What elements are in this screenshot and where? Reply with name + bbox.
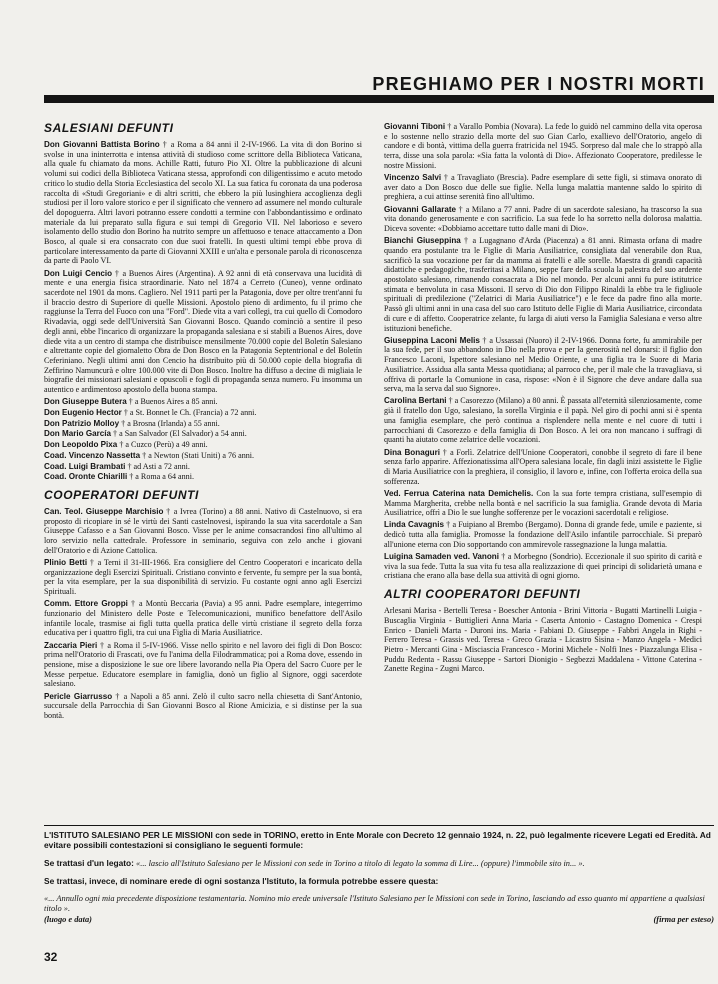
obituary-name: Vincenzo Salvi xyxy=(384,173,442,183)
obituary-entry xyxy=(384,122,702,171)
obituary-name: Ved. Ferrua Caterina nata Demichelis. xyxy=(384,488,534,498)
obituary-name: Plinio Betti xyxy=(44,557,88,567)
obituary-text: † a Milano a 77 anni. Padre di un sacerdote salesiano, ha trascorso la sua vita donando generosamente e con sacrificio. La sua fede lo ha sorretto nella dolorosa malattia. Diceva sovente: «Dobbiamo accettare tutto dalle mani di Dio». xyxy=(384,204,702,234)
obituary-name: Don Giovanni Battista Borino xyxy=(44,140,160,149)
obituary-name: Don Giuseppe Butera xyxy=(44,397,127,407)
obituary-text: † a Newton (Stati Uniti) a 76 anni. xyxy=(142,450,255,460)
obituary-text: † a Brosna (Irlanda) a 55 anni. xyxy=(121,418,220,428)
obituary-text: † a Montù Beccaria (Pavia) a 95 anni. Padre esemplare, integerrimo funzionario del Ministero delle Poste e Telecomunicazioni, munifico benefattore dell'Asilo infantile locale, trasmise ai figli tutta quella pratica delle virtù cristiane il segreto della forza educativa per i quattro figli, tra cui una Figlia di Maria Ausiliatrice. xyxy=(44,599,362,638)
obituary-name: Giuseppina Laconi Melis xyxy=(384,335,480,345)
obituary-text: † a Cuzco (Perù) a 49 anni. xyxy=(119,440,208,450)
altri-list: Arlesani Marisa - Bertelli Teresa - Boescher Antonia - Brini Vittoria - Bugatti Martinelli Luigia - Buscaglia Virginia - Buttiglieri Anna Maria - Caserta Antonio - Castagno Domenica - Crespi Enrico - Danieli Marta - Duroni ins. Maria - Fabiani D. Giuseppe - Fabbri Angela in Righi - Ferrero Teresa - Grassis ved. Teresa - Greco Grazia - Licastro Sisina - Manzo Angela - Medici Pietro - Mercanti Gina - Misciascia Francesco - Morini Michele - Nolfi Ines - Piazzalunga Elisa - Puddu Redenta - Rassu Giuseppe - Sartori Dionigio - Segbezzi Maddalena - Vittone Caterina - Zanette Regina - Zugni Marco. xyxy=(384,606,702,674)
obituary-name: Giovanni Tiboni xyxy=(384,122,446,131)
obituary-text: † a Fuipiano al Brembo (Bergamo). Donna di grande fede, umile e paziente, si dedicò tutta alla famiglia. Promosse la fondazione dell'Asilo infantile parrocchiale. Si preparò all'unione eterna con Dio sopportando con ammirevole rassegnazione la lunga malattia. xyxy=(384,520,702,549)
obituary-name: Bianchi Giuseppina xyxy=(384,236,461,246)
obituary-entry xyxy=(44,408,362,418)
signature-label: (firma per esteso) xyxy=(653,915,714,925)
obituary-entry xyxy=(384,336,702,394)
obituary-name: Zaccaria Pieri xyxy=(44,640,98,650)
salesiani-list xyxy=(44,140,362,482)
obituary-name: Don Eugenio Hector xyxy=(44,407,122,417)
altri-title: ALTRI COOPERATORI DEFUNTI xyxy=(384,587,581,602)
obituary-name: Don Patrizio Molloy xyxy=(44,418,120,428)
page-number: 32 xyxy=(44,950,58,964)
obituary-entry xyxy=(44,440,362,450)
obituary-name: Don Luigi Cencio xyxy=(44,268,113,278)
obituary-text: † a Ivrea (Torino) a 88 anni. Nativo di Castelnuovo, si era proposto di ricopiare in sé le virtù dei Santi castelnovesi, ispirando la sua vita sacerdotale a San Giuseppe Cafasso e a San Giovanni Bosco. Visse per le anime consacrandosi fino all'ultimo al loro servizio nella cattedrale. Professore in seminario, seguiva con zelo anche i giovani dell'Oratorio e di Azione Cattolica. xyxy=(44,506,362,555)
obituary-entry xyxy=(384,236,702,333)
signature-line xyxy=(44,915,714,925)
obituary-name: Linda Cavagnis xyxy=(384,520,444,530)
notice-erede-intro: Se trattasi, invece, di nominare erede di ogni sostanza l'Istituto, la formula potrebbe essere questa: xyxy=(44,876,439,887)
obituary-text: † a Buenos Aires a 85 anni. xyxy=(128,397,218,407)
obituary-name: Don Mario García xyxy=(44,429,112,439)
obituary-text: † a Morbegno (Sondrio). Eccezionale il suo spirito di carità e viva la sua fede. Tutta la sua vita fu tesa alla realizzazione di quei principi di solidarietà umana e cristiana che erano alla base della sua attività di ogni giorno. xyxy=(384,552,702,581)
cooperatori-title: COOPERATORI DEFUNTI xyxy=(44,487,199,502)
notice-erede-formula: «... Annullo ogni mia precedente disposizione testamentaria. Nomino mio erede universale l'Istituto Salesiano per le Missioni con sede in Torino, lasciando ad esso quanto mi appartiene a qualsiasi titolo ». xyxy=(44,893,705,914)
obituary-text: † a San Salvador (El Salvador) a 54 anni. xyxy=(113,429,247,439)
obituary-entry xyxy=(44,558,362,597)
obituary-text: † a Ussassai (Nuoro) il 2-IV-1966. Donna forte, fu ammirabile per la sua fede, per il suo abbandono in Dio nella prova e per la generosità nel donarsi: il figlio don Francesco Laconi, Ispettore salesiano nel Medio Oriente, e una figlia tra le Suore di Maria Ausiliatrice. Assidua alla santa Messa quotidiana; al parroco che, per il male che la travagliava, si offriva di portarle la Comunione in casa, rispose: «Non è il Signore che deve andare dalla sua serva, ma la serva dal suo Signore». xyxy=(384,335,702,394)
obituary-entry xyxy=(44,472,362,482)
obituary-text: † a Forlì. Zelatrice dell'Unione Cooperatori, conobbe il segreto di fare il bene senza farlo apparire. Affezionatissima all'Opera salesiana locale, fin dagli inizi assistette le Figlie di Maria Ausiliatrice con la preghiera, il consiglio, il lavoro e, infine, con l'offerta eroica della sua sofferenza. xyxy=(384,447,702,486)
obituary-entry xyxy=(44,507,362,556)
right-column xyxy=(384,122,702,677)
obituary-text: † a Buenos Aires (Argentina). A 92 anni di età conservava una lucidità di mente e una energia fisica straordinarie. Nato nel 1874 a Cerreto (Cuneo), venne ordinato sacerdote nel 1901 da mons. Cagliero. Nel 1911 partì per la Patagonia, dove per oltre trent'anni fu il braccio destro di Superiore di quelle Missioni. Apostolo pieno di ardimento, fu il primo che raggiunse la Terra del Fuoco con una "Ford". Diede vita a vari collegi, tra cui quello di Comodoro Rivadavia, oggi sede dell'Università San Giovanni Bosco. Quando cominciò a sentire il peso degli anni, ebbe l'incarico di organizzare la propaganda salesiana e si stabilì a Buenos Aires, dove diede vita a un centro di stampa che distribuisce mensilmente 70.000 copie del Boletín Salesiano e altrettante copie del giornaletto Obra de Don Bosco en la Patagonia Septentrional e del Boletín Ceferiniano. Negli ultimi anni don Cencio ha distribuito più di 50.000 copie della biografia di Zeffirino Namuncurà e oltre 100.000 vite di Don Bosco. Inoltre ha diffuso a decine di migliaia le biografie dei missionari salesiani e opuscoli e fogli di propaganda senza numero. Fu insomma un autentico e ardimentoso apostolo della buona stampa. xyxy=(44,268,362,395)
obituary-text: † a Lugagnano d'Arda (Piacenza) a 81 anni. Rimasta orfana di madre quando era postulante tra le Figlie di Maria Ausiliatrice, consigliata dal venerabile don Rua, sacrificò la sua vocazione per far da mamma ai fratelli e alle sorelle. Maestra di grandi capacità didattiche e pedagogiche, trasferitasi a Milano, seppe fare della scuola la palestra del suo ardente apostolato salesiano, rimanendo consacrata a Dio nel mondo. Per alcuni anni fu pure istitutrice stimata e benvoluta in casa Missoni. Il servo di Dio don Filippo Rinaldi la ebbe tra le figliuole spirituali di predilezione ("Zelatrici di Maria Ausiliatrice") e le fece da padre fino alla morte. Passò gli ultimi anni in una casa del suo caro Istituto delle Figlie di Maria Ausiliatrice, circondata di cure e di affetto. Cooperatrice zelante, fu larga di aiuti verso la Famiglia Salesiana e verso altre istituzioni benefiche. xyxy=(384,236,702,333)
obituary-text: † a Casorezzo (Milano) a 80 anni. È passata all'eternità silenziosamente, come già il fratello don Ugo, salesiano, la sorella Virginia e il papà. Nel giro di pochi anni si è spenta una famiglia esemplare, che però continua a risplendere nella mente e nel cuore di tutti i parrocchiani di Casorezzo e della famiglia di Don Bosco. A lei ora non mancano i suffragi di quanti ha aiutato come zelatrice delle vocazioni. xyxy=(384,396,702,445)
obituary-name: Comm. Ettore Groppi xyxy=(44,599,128,609)
obituary-name: Coad. Vincenzo Nassetta xyxy=(44,450,141,460)
obituary-entry xyxy=(44,641,362,690)
obituary-entry xyxy=(44,397,362,407)
obituary-entry xyxy=(44,419,362,429)
obituary-entry xyxy=(384,448,702,487)
obituary-entry xyxy=(44,451,362,461)
obituary-text: † a Napoli a 85 anni. Zelò il culto sacro nella chiesetta di Sant'Antonio, succursale della Parrocchia di San Giovanni Bosco al Rione Amicizia, e si distinse per la sua bontà. xyxy=(44,691,362,720)
legacy-notice xyxy=(44,830,714,926)
obituary-text: † a Terni il 31-III-1966. Era consigliere del Centro Cooperatori e incaricato della organizzazione degli Esercizi Spirituali. Cristiano convinto e fervente, fu sempre per la sua bontà, per la vita esemplare, per la sua disponibilità di servizio. Fu costante ogni anno agli Esercizi Spirituali. xyxy=(44,557,362,597)
obituary-entry xyxy=(44,462,362,472)
salesiani-title: SALESIANI DEFUNTI xyxy=(44,121,174,135)
obituary-name: Carolina Bertani xyxy=(384,396,447,406)
obituary-name: Dina Bonaguri xyxy=(384,447,440,457)
obituary-text: † a Roma a 84 anni il 2-IV-1966. La vita di don Borino si svolse in una ininterrotta e intensa attività di studioso come scrittore della Biblioteca Vaticana, alla quale fu chiamato da mons. Achille Ratti, futuro Pio XI. Oltre la pubblicazione di alcuni volumi sui codici della Biblioteca Vaticana stessa, approfondì con diligentissimo e acuto metodo critico lo studio della Storia Ecclesiastica del secolo XI. La sua fatica fu coronata da una poderosa raccolta di «Studi Gregoriani» e di altri scritti, che ebbero la più lusinghiera accoglienza degli studiosi per il loro valore storico e per il significato che vennero ad assumere nel mondo culturale del dopoguerra. Altri lavori potranno essere condotti a termine con l'abbondantissimo e ordinato materiale da lui preparato sulla figura e sui tempi di Gregorio VII. Nel laborioso e severo isolamento dello studio don Borino ha nutrito sempre un affettuoso e tenace attaccamento a Don Bosco, al quale si era consacrato con due suoi fratelli. In questi ultimi tempi ebbe prova di particolare interessamento da parte di Giovanni XXIII e un'alta e personale parola di riconoscenza da parte di Paolo VI. xyxy=(44,140,362,266)
obituary-name: Can. Teol. Giuseppe Marchisio xyxy=(44,506,164,516)
obituary-name: Coad. Luigi Brambati xyxy=(44,461,126,471)
left-column xyxy=(44,122,362,723)
notice-legato xyxy=(44,858,714,869)
obituary-entry xyxy=(384,520,702,549)
notice-legato-formula: «... lascio all'Istituto Salesiano per le Missioni con sede in Torino a titolo di legato la somma di Lire... (oppure) l'immobile sito in... ». xyxy=(136,858,585,868)
obituary-entry xyxy=(384,552,702,581)
obituary-text: † a Travagliato (Brescia). Padre esemplare di sette figli, si stimava onorato di aver dato a Don Bosco due delle sue figlie. Nella lunga malattia mantenne saldo lo spirito di preghiera, a cui attinse serenità fino all'ultimo. xyxy=(384,173,702,202)
place-date-label: (luogo e data) xyxy=(44,915,92,925)
obituary-name: Coad. Oronte Chiarilli xyxy=(44,472,128,482)
obituary-text: Con la sua forte tempra cristiana, sull'esempio di Mamma Margherita, crebbe nella bontà e nel sacrificio la sua famiglia. Grande devota di Maria Ausiliatrice, offrì a Dio le sue lunghe sofferenze per le vocazioni sacerdotali e religiose. xyxy=(384,488,702,518)
obituary-name: Don Leopoldo Pixa xyxy=(44,440,118,450)
obituary-text: † a Roma il 5-IV-1966. Visse nello spirito e nel lavoro dei figli di Don Bosco: prima nell'Oratorio di Frascati, ove fu l'anima della Filodrammatica; poi a Roma dove, essendo in pensione, mise a disposizione le sue ore libere lavorando nella Pia Opera del Sacro Cuore per le Messe perpetue. Educatore esemplare in famiglia, donò un figlio al Signore, oggi sacerdote salesiano. xyxy=(44,640,362,689)
obituary-entry xyxy=(384,205,702,234)
obituary-entry xyxy=(44,269,362,395)
cooperatori-list-left xyxy=(44,507,362,721)
obituary-text: † a St. Bonnet le Ch. (Francia) a 72 anni. xyxy=(123,407,257,417)
obituary-entry xyxy=(44,692,362,721)
obituary-name: Pericle Giarrusso xyxy=(44,691,113,701)
obituary-entry xyxy=(384,396,702,445)
obituary-entry xyxy=(44,429,362,439)
obituary-text: † ad Asti a 72 anni. xyxy=(127,461,190,471)
obituary-text: † a Varallo Pombia (Novara). La fede lo guidò nel cammino della vita operosa e lo sostenne nello strazio della morte del suo Gian Carlo, exallievo dell'Oratorio, angelo di candore e di bontà, vittima della guerra fratricida nel 1945. Sorpreso dal male che lo strappò alla terra, disse una sola parola: «Sia fatta la volontà di Dio». Affezionato Cooperatore, predilesse le nostre Missioni. xyxy=(384,122,702,170)
obituary-entry xyxy=(384,489,702,518)
page-title: PREGHIAMO PER I NOSTRI MORTI xyxy=(372,74,705,94)
notice-legato-lead: Se trattasi d'un legato: xyxy=(44,857,134,868)
obituary-entry xyxy=(384,173,702,202)
obituary-name: Giovanni Gallarate xyxy=(384,204,457,214)
cooperatori-list-right xyxy=(384,122,702,581)
obituary-name: Luigina Samaden ved. Vanoni xyxy=(384,552,499,562)
notice-divider xyxy=(44,825,714,826)
obituary-entry xyxy=(44,140,362,266)
header-divider xyxy=(44,95,714,103)
obituary-entry xyxy=(44,599,362,638)
notice-intro: L'ISTITUTO SALESIANO PER LE MISSIONI con sede in TORINO, eretto in Ente Morale con Decreto 12 gennaio 1924, n. 22, può legalmente ricevere Legati ed Eredità. Ad evitare possibili contestazioni si consigliano le seguenti formule: xyxy=(44,830,711,851)
obituary-text: † a Roma a 64 anni. xyxy=(129,472,194,482)
